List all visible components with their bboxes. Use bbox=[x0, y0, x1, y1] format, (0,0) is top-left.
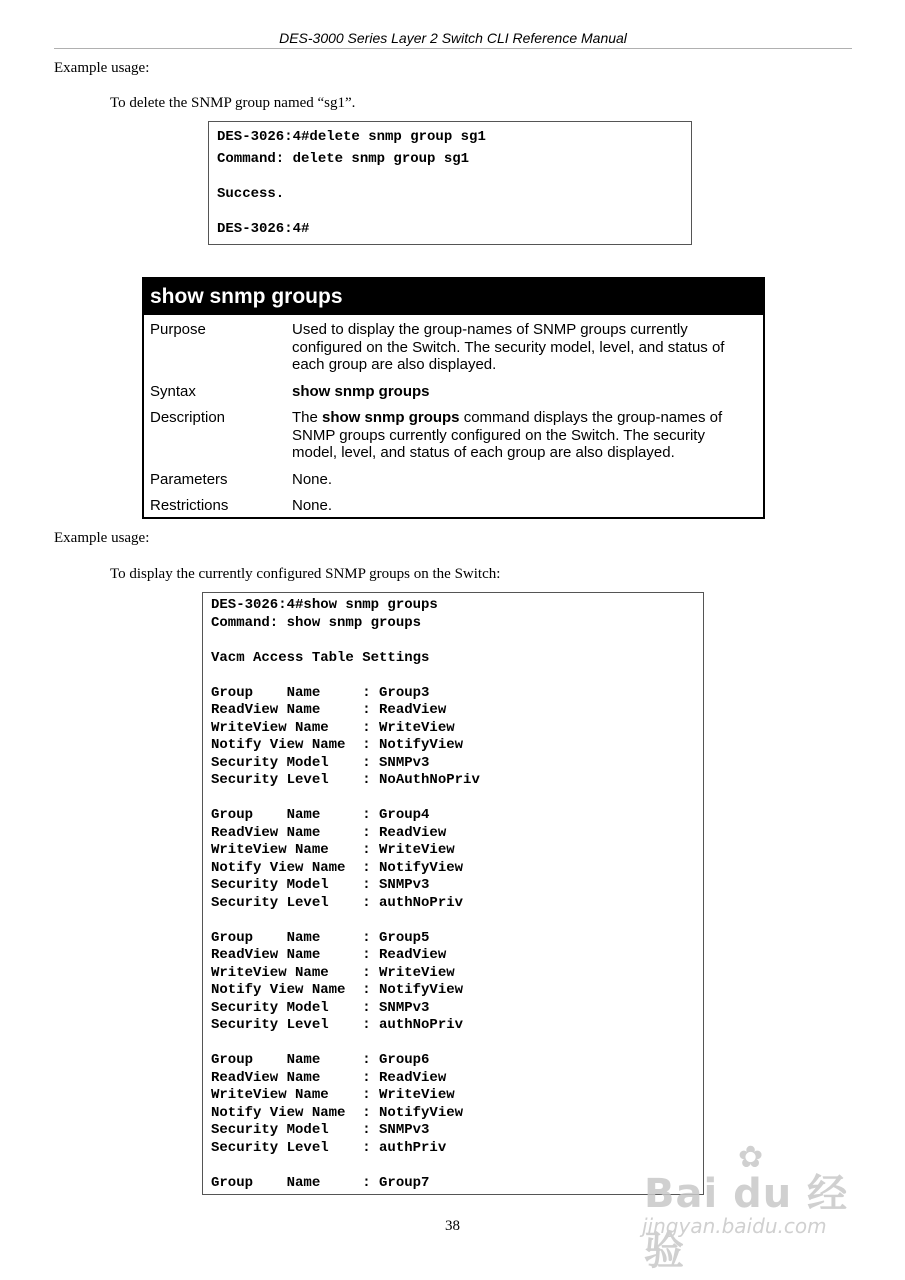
code-line: Group Name : Group6 bbox=[211, 1052, 430, 1068]
row-syntax bbox=[144, 383, 763, 401]
code-line: Security Model : SNMPv3 bbox=[211, 754, 430, 771]
code-gap bbox=[211, 1035, 703, 1053]
description-value bbox=[292, 409, 752, 462]
description-label: Description bbox=[150, 409, 226, 426]
syntax-value: show snmp groups bbox=[292, 382, 430, 400]
code-block-show-groups bbox=[202, 592, 704, 1195]
code-line: Group Name : Group4 bbox=[211, 807, 430, 823]
code-line: Vacm Access Table Settings bbox=[211, 649, 430, 666]
parameters-value: None. bbox=[292, 470, 333, 488]
purpose-line: each group are also displayed. bbox=[292, 356, 497, 373]
code-line: ReadView Name : ReadView bbox=[211, 824, 447, 841]
restrictions-label: Restrictions bbox=[150, 497, 229, 514]
code-block-delete-group bbox=[208, 121, 692, 245]
description-text: The bbox=[292, 409, 323, 426]
page-number: 38 bbox=[445, 1218, 460, 1234]
code-line: Notify View Name : NotifyView bbox=[211, 1104, 464, 1121]
syntax-label: Syntax bbox=[150, 382, 196, 400]
code-line: Security Model : SNMPv3 bbox=[211, 877, 430, 893]
code-line: Success. bbox=[217, 186, 285, 202]
code-line: ReadView Name : ReadView bbox=[211, 702, 447, 718]
example-usage-label-1: Example usage: bbox=[54, 60, 150, 76]
code-line: Notify View Name : NotifyView bbox=[211, 859, 464, 876]
code-gap bbox=[211, 632, 703, 650]
code-line: DES-3026:4# bbox=[217, 221, 310, 237]
purpose-line: configured on the Switch. The security model, level, and status of bbox=[292, 338, 725, 356]
code-line: Notify View Name : NotifyView bbox=[211, 737, 464, 753]
code-gap bbox=[217, 170, 691, 183]
code-line: Security Model : SNMPv3 bbox=[211, 1122, 430, 1138]
code-line: Security Model : SNMPv3 bbox=[211, 999, 430, 1016]
code-line: Command: show snmp groups bbox=[211, 614, 422, 631]
code-line: Notify View Name : NotifyView bbox=[211, 982, 464, 998]
code-line: Group Name : Group5 bbox=[211, 929, 430, 946]
code-gap bbox=[211, 790, 703, 808]
purpose-value bbox=[292, 321, 752, 374]
description-text: command displays the group-names of bbox=[459, 409, 723, 426]
code-line: WriteView Name : WriteView bbox=[211, 1087, 455, 1103]
description-line: model, level, and status of each group are also displayed. bbox=[292, 444, 675, 461]
description-line: SNMP groups currently configured on the Switch. The security bbox=[292, 426, 705, 444]
code-line: WriteView Name : WriteView bbox=[211, 964, 455, 981]
code-line: Security Level : authNoPriv bbox=[211, 1017, 464, 1033]
page-header: DES-3000 Series Layer 2 Switch CLI Reference Manual bbox=[279, 30, 627, 46]
code-gap bbox=[217, 205, 691, 218]
code-line: Group Name : Group7 bbox=[211, 1174, 430, 1191]
code-line: Security Level : authNoPriv bbox=[211, 894, 464, 911]
code-line: ReadView Name : ReadView bbox=[211, 1069, 447, 1086]
parameters-label: Parameters bbox=[150, 470, 228, 488]
code-gap bbox=[211, 912, 703, 930]
purpose-label: Purpose bbox=[150, 321, 206, 338]
purpose-line: Used to display the group-names of SNMP groups currently bbox=[292, 321, 688, 338]
restrictions-value: None. bbox=[292, 497, 333, 514]
code-line: Security Level : authPriv bbox=[211, 1139, 447, 1156]
command-title: show snmp groups bbox=[144, 279, 763, 315]
paw-icon: ✿ bbox=[738, 1140, 764, 1175]
baidu-watermark bbox=[620, 1140, 880, 1274]
description-line bbox=[292, 409, 752, 427]
command-table bbox=[142, 277, 765, 519]
watermark-main: Bai du 经验 bbox=[644, 1171, 849, 1274]
code-line: DES-3026:4#delete snmp group sg1 bbox=[217, 129, 486, 145]
code-gap bbox=[211, 667, 703, 685]
row-purpose bbox=[144, 321, 763, 374]
example-intro-1: To delete the SNMP group named “sg1”. bbox=[110, 95, 356, 111]
example-intro-2: To display the currently configured SNMP groups on the Switch: bbox=[110, 566, 501, 582]
code-line: DES-3026:4#show snmp groups bbox=[211, 597, 438, 613]
row-restrictions bbox=[144, 497, 763, 515]
watermark-url: jingyan.baidu.com bbox=[642, 1214, 827, 1238]
row-description bbox=[144, 409, 763, 462]
example-usage-label-2: Example usage: bbox=[54, 530, 150, 546]
code-line: Command: delete snmp group sg1 bbox=[217, 151, 470, 167]
code-line: Group Name : Group3 bbox=[211, 684, 430, 701]
code-line: WriteView Name : WriteView bbox=[211, 842, 455, 858]
header-divider bbox=[54, 48, 852, 49]
code-line: ReadView Name : ReadView bbox=[211, 947, 447, 963]
description-command: show snmp groups bbox=[322, 409, 460, 426]
row-parameters bbox=[144, 471, 763, 489]
code-line: WriteView Name : WriteView bbox=[211, 719, 455, 736]
code-line: Security Level : NoAuthNoPriv bbox=[211, 772, 480, 788]
